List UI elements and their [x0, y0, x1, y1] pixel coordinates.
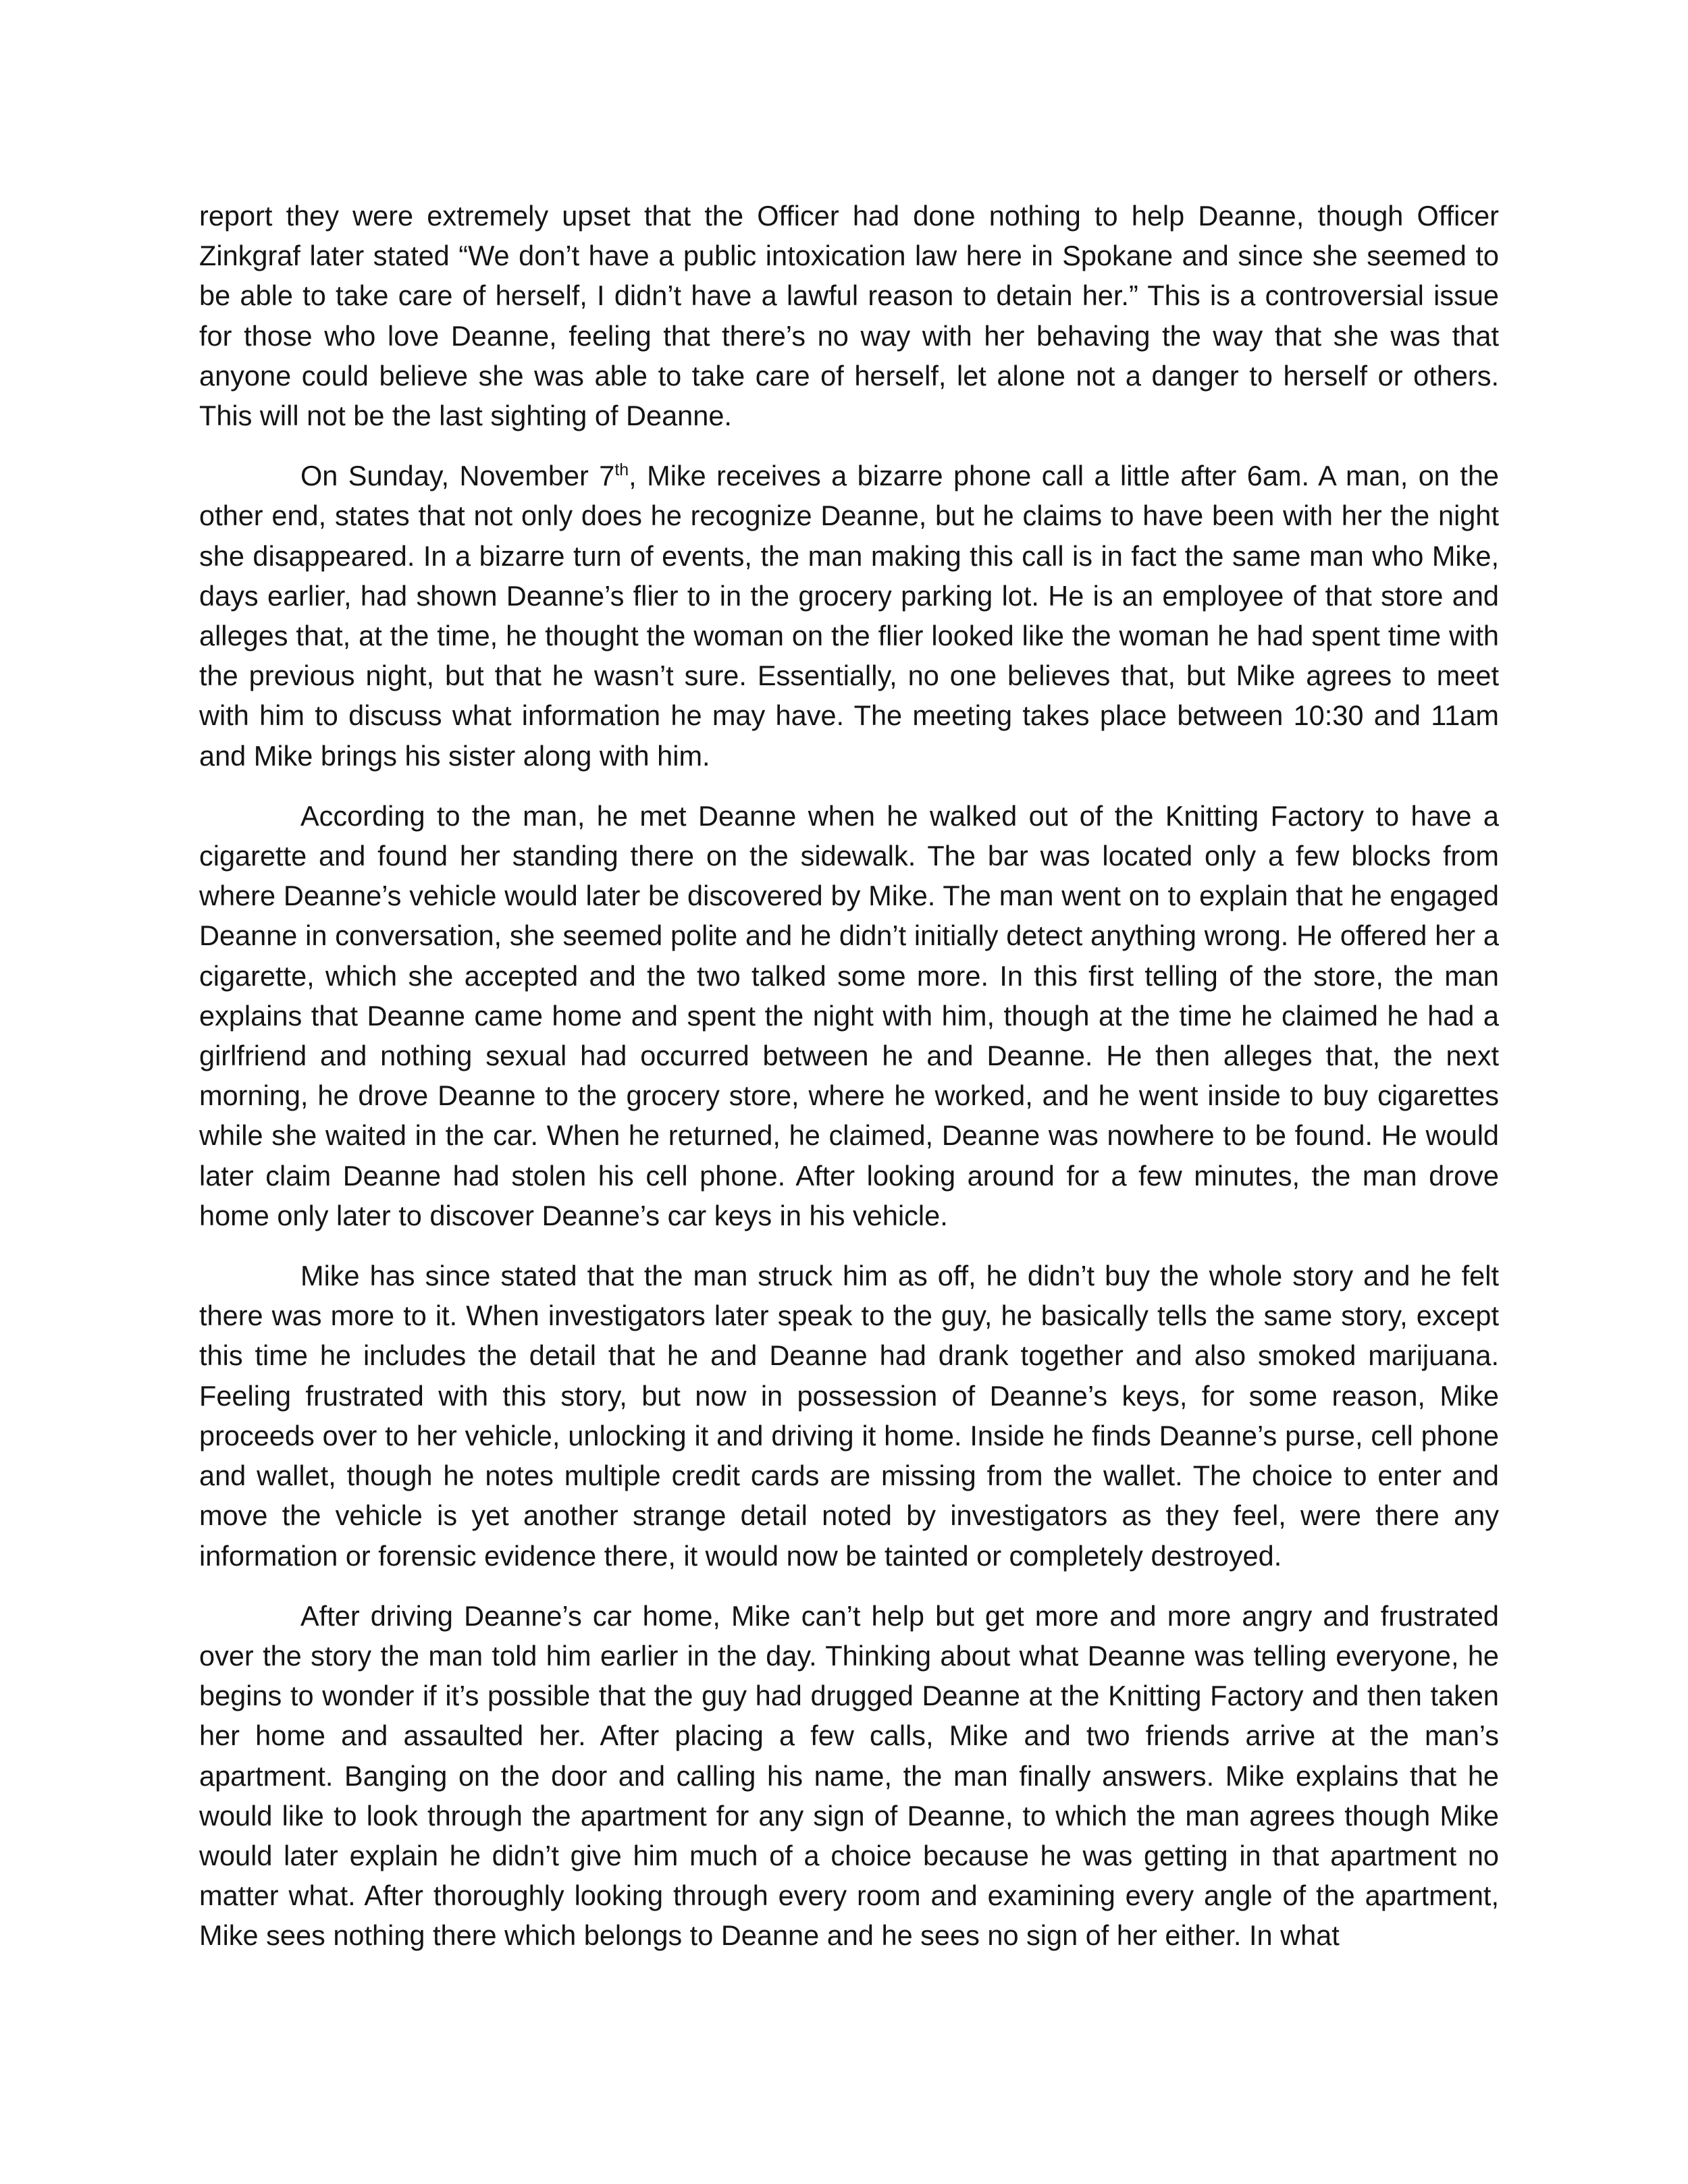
- paragraph-5: After driving Deanne’s car home, Mike can’t help but get more and more angry and frustrated over the story the man told him earlier in the day. Thinking about what Deanne was telling everyone, he begins to wonder if it’s possible that the guy had drugged Deanne at the Knitting Factory and then taken her home and assaulted her. After placing a few calls, Mike and two friends arrive at the man’s apartment. Banging on the door and calling his name, the man finally answers. Mike explains that he would like to look through the apartment for any sign of Deanne, to which the man agrees though Mike would later explain he didn’t give him much of a choice because he was getting in that apartment no matter what. After thoroughly looking through every room and examining every angle of the apartment, Mike sees nothing there which belongs to Deanne and he sees no sign of her either. In what: [199, 1599, 1499, 1952]
- paragraph-1: report they were extremely upset that the Officer had done nothing to help Deanne, though Officer Zinkgraf later stated “We don’t have a public intoxication law here in Spokane and since she seemed to be able to take care of herself, I didn’t have a lawful reason to detain her.” This is a controversial issue for those who love Deanne, feeling that there’s no way with her behaving the way that she was that anyone could believe she was able to take care of herself, let alone not a danger to herself or others. This will not be the last sighting of Deanne.: [199, 200, 1499, 432]
- paragraph-2-text-end: , Mike receives a bizarre phone call a little after 6am. A man, on the other end, states that not only does he recognize Deanne, but he claims to have been with her the night she disappeared. In a bizarre turn of events, the man making this call is in fact the same man who Mike, days earlier, had shown Deanne’s flier to in the grocery parking lot. He is an employee of that store and alleges that, at the time, he thought the woman on the flier looked like the woman he had spent time with the previous night, but that he wasn’t sure. Essentially, no one believes that, but Mike agrees to meet with him to discuss what information he may have. The meeting takes place between 10:30 and 11am and Mike brings his sister along with him.: [199, 460, 1499, 772]
- paragraph-2-text-start: On Sunday, November 7: [300, 460, 615, 492]
- paragraph-4: Mike has since stated that the man struck him as off, he didn’t buy the whole story and he felt there was more to it. When investigators later speak to the guy, he basically tells the same story, except this time he includes the detail that he and Deanne had drank together and also smoked marijuana. Feeling frustrated with this story, but now in possession of Deanne’s keys, for some reason, Mike proceeds over to her vehicle, unlocking it and driving it home. Inside he finds Deanne’s purse, cell phone and wallet, though he notes multiple credit cards are missing from the wallet. The choice to enter and move the vehicle is yet another strange detail noted by investigators as they feel, were there any information or forensic evidence there, it would now be tainted or completely destroyed.: [199, 1260, 1499, 1572]
- ordinal-suffix: th: [614, 460, 629, 480]
- document-body: [199, 196, 1499, 1956]
- paragraph-2: [199, 456, 1499, 776]
- paragraph-3: According to the man, he met Deanne when he walked out of the Knitting Factory to have a cigarette and found her standing there on the sidewalk. The bar was located only a few blocks from where Deanne’s vehicle would later be discovered by Mike. The man went on to explain that he engaged Deanne in conversation, she seemed polite and he didn’t initially detect anything wrong. He offered her a cigarette, which she accepted and the two talked some more. In this first telling of the store, the man explains that Deanne came home and spent the night with him, though at the time he claimed he had a girlfriend and nothing sexual had occurred between he and Deanne. He then alleges that, the next morning, he drove Deanne to the grocery store, where he worked, and he went inside to buy cigarettes while she waited in the car. When he returned, he claimed, Deanne was nowhere to be found. He would later claim Deanne had stolen his cell phone. After looking around for a few minutes, the man drove home only later to discover Deanne’s car keys in his vehicle.: [199, 799, 1499, 1231]
